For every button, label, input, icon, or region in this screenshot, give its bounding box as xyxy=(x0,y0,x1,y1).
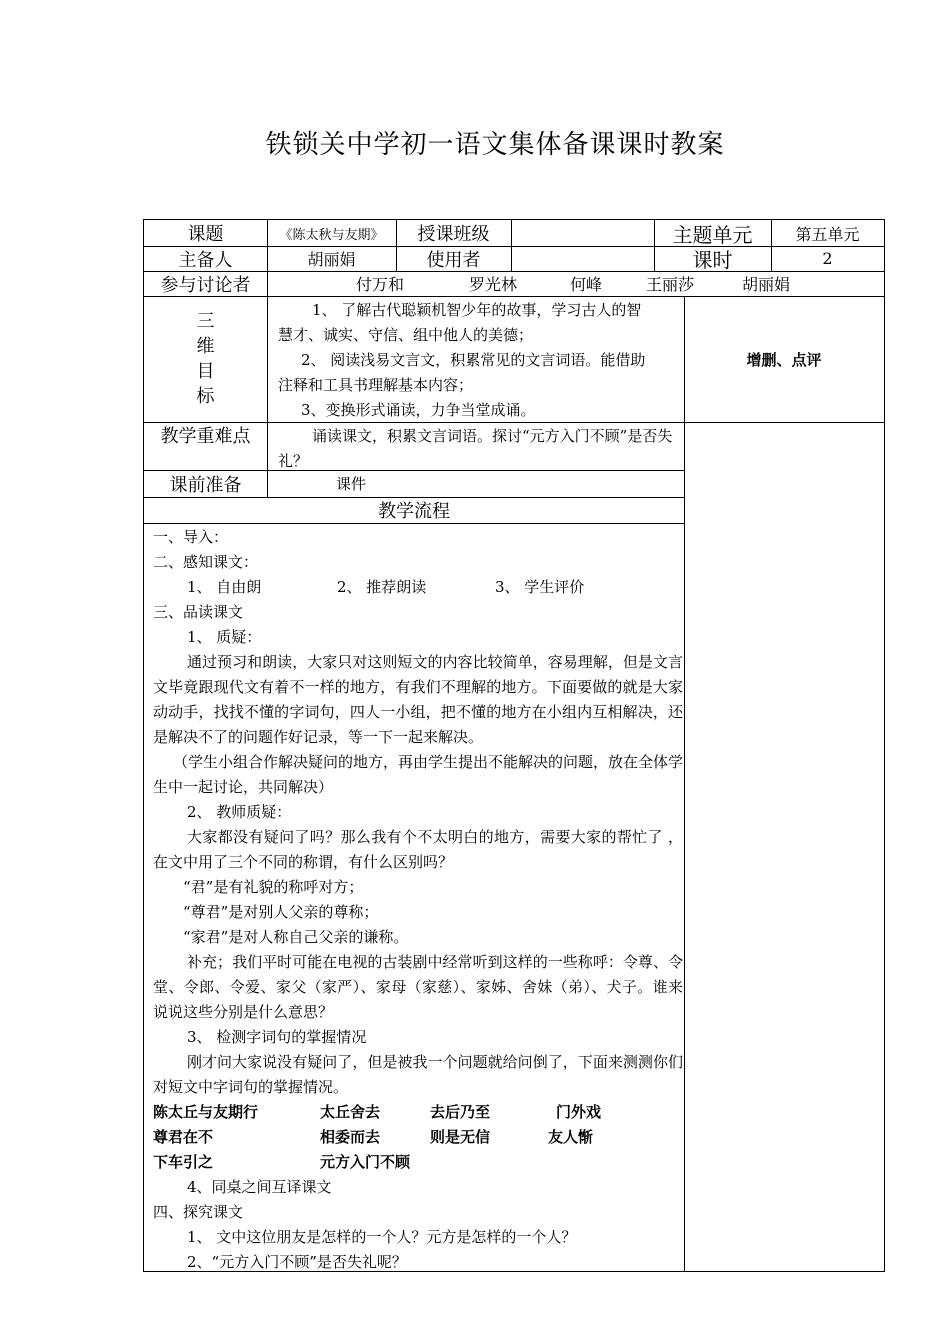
paragraph: “家君”是对人称自己父亲的谦称。 xyxy=(183,928,409,946)
objective-line: 注释和工具书理解基本内容； xyxy=(278,376,474,394)
prep-value: 课件 xyxy=(336,475,367,493)
key-points-label: 教学重难点 xyxy=(160,426,251,447)
section-heading: 三、品读课文 xyxy=(153,603,244,621)
sub-heading: 2、 教师质疑： xyxy=(187,803,292,821)
objectives-text xyxy=(278,298,686,423)
paragraph: “尊君”是对别人父亲的尊称； xyxy=(183,903,379,921)
section-heading: 四、探究课文 xyxy=(153,1203,244,1221)
phrase-row: 陈太丘与友期行 太丘舍去 去后乃至 门外戏 xyxy=(153,1103,602,1121)
topic-label: 课题 xyxy=(187,224,224,245)
question: 2、“元方入门不顾”是否失礼呢？ xyxy=(187,1253,407,1271)
sub-heading: 1、 质疑： xyxy=(187,628,262,646)
user-label: 使用者 xyxy=(426,249,481,271)
key-points-text: 诵读课文，积累文言词语。探讨“元方入门不顾”是否失礼？ xyxy=(278,427,673,470)
participant-name: 胡丽娟 xyxy=(742,275,791,294)
objective-line: 2、 阅读浅易文言文，积累常见的文言词语。能借助 xyxy=(301,351,646,369)
participant-name: 何峰 xyxy=(570,275,603,294)
topic-value: 《陈太秋与友期》 xyxy=(279,227,384,243)
revision-comment-label: 增删、点评 xyxy=(746,350,822,369)
participants-label: 参与讨论者 xyxy=(160,274,251,296)
sub-heading: 4、同桌之间互译课文 xyxy=(187,1178,332,1196)
teaching-flow xyxy=(153,525,683,1275)
paragraph: 补充；我们平时可能在电视的古装剧中经常听到这样的一些称呼：令尊、令堂、令郎、令爱、家父（家严）、家母（家慈）、家姊、舍妹（弟）、犬子。谁来说说这些分别是什么意思？ xyxy=(153,953,683,1021)
paragraph: （学生小组合作解决疑问的地方，再由学生提出不能解决的问题，放在全体学生中一起讨论，共同解决） xyxy=(153,753,684,796)
user-value xyxy=(511,246,654,271)
preparer-label: 主备人 xyxy=(178,249,233,271)
paragraph: “君”是有礼貌的称呼对方； xyxy=(183,878,364,896)
prep-label: 课前准备 xyxy=(169,474,242,496)
paragraph: 大家都没有疑问了吗？那么我有个不太明白的地方，需要大家的帮忙了 ，在文中用了三个不同的称谓，有什么区别吗？ xyxy=(153,828,683,871)
participant-name: 罗光林 xyxy=(469,275,518,294)
reading-steps: 1、 自由朗 2、 推荐朗读 3、 学生评价 xyxy=(187,578,585,596)
sub-heading: 3、 检测字词句的掌握情况 xyxy=(187,1028,367,1046)
participants-list xyxy=(356,271,816,296)
participant-name: 王丽莎 xyxy=(646,275,695,294)
class-label: 授课班级 xyxy=(417,224,490,245)
section-heading: 一、导入： xyxy=(153,528,229,546)
document-title: 铁锁关中学初一语文集体备课课时教案 xyxy=(265,130,725,160)
lesson-plan-table xyxy=(143,219,885,1272)
objective-line: 慧才、诚实、守信、组中他人的美德； xyxy=(278,326,534,344)
paragraph: 通过预习和朗读，大家只对这则短文的内容比较简单，容易理解，但是文言文毕竟跟现代文有着不一样的地方，有我们不理解的地方。下面要做的就是大家动动手，找找不懂的字词句，四人一小组，把不懂的地方在小组内互相解决，还是解决不了的问题作好记录，等一下一起来解决。 xyxy=(153,653,683,746)
unit-value: 第五单元 xyxy=(795,224,860,244)
hours-value: 2 xyxy=(822,249,833,268)
preparer-value: 胡丽娟 xyxy=(307,250,356,269)
phrase-row: 下车引之 元方入门不顾 xyxy=(153,1153,411,1171)
unit-label: 主题单元 xyxy=(672,222,753,247)
objective-line: 1、 了解古代聪颖机智少年的故事，学习古人的智 xyxy=(312,301,642,319)
question: 1、 文中这位朋友是怎样的一个人？元方是怎样的一个人？ xyxy=(187,1228,577,1246)
section-heading: 二、感知课文： xyxy=(153,553,259,571)
objectives-label: 三 维 目 标 xyxy=(196,311,215,407)
paragraph: 刚才问大家说没有疑问了，但是被我一个问题就给问倒了，下面来测测你们对短文中字词句的掌握情况。 xyxy=(153,1053,683,1096)
flow-title: 教学流程 xyxy=(378,501,450,522)
objective-line: 3、变换形式诵读，力争当堂成诵。 xyxy=(301,401,536,419)
class-value xyxy=(511,220,654,246)
phrase-row: 尊君在不 相委而去 则是无信 友人惭 xyxy=(153,1128,594,1146)
hours-label: 课时 xyxy=(692,248,733,272)
participant-name: 付万和 xyxy=(356,275,405,294)
